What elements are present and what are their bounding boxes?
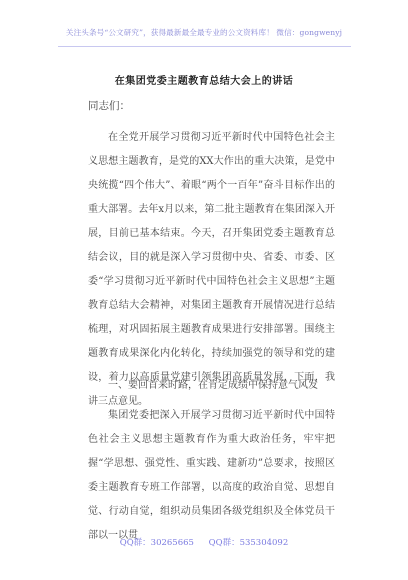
section-heading-1: 一、要回首来时路，在肯定成绩中保持意气风发 (108, 380, 318, 391)
salutation: 同志们： (88, 100, 130, 112)
header-divider (58, 46, 351, 47)
footer (0, 536, 408, 548)
footer-qq-group-1: QQ群：30265665 (119, 538, 194, 548)
body-paragraph-2: 集团党委把深入开展学习贯彻习近平新时代中国特色社会主义思想主题教育作为重大政治任务，牢牢把握“学思想、强党性、重实践、建新功”总要求，按照区委主题教育专班工作部署，以高度的政治自觉、思想自觉、行动自觉，组织动员集团各级党组织及全体党员干部以一以贯 (88, 410, 335, 541)
footer-qq-group-2: QQ群：535304092 (208, 538, 289, 548)
body-paragraph-1: 在全党开展学习贯彻习近平新时代中国特色社会主义思想主题教育，是党的XX大作出的重大决策，是党中央统揽“四个伟大”、着眼“两个一百年”奋斗目标作出的重大部署。去年x月以来，第二批主题教育在集团深入开展，目前已基本结束。今天，召开集团党委主题教育总结会议，目的就是深入学习贯彻中央、省委、市委、区委“学习贯彻习近平新时代中国特色社会主义思想”主题教育总结大会精神，对集团主题教育开展情况进行总结梳理，对巩固拓展主题教育成果进行安排部署。围绕主题教育成果深化内化转化，持续加强党的领导和党的建设，着力以高质量党建引领集团高质量发展，下面，我讲三点意见。 (88, 132, 335, 407)
top-banner-text: 关注头条号“公文研究”，获得最新最全最专业的公文资料库！ 微信：gongwenyj (65, 28, 343, 37)
document-title: 在集团党委主题教育总结大会上的讲话 (114, 76, 294, 87)
